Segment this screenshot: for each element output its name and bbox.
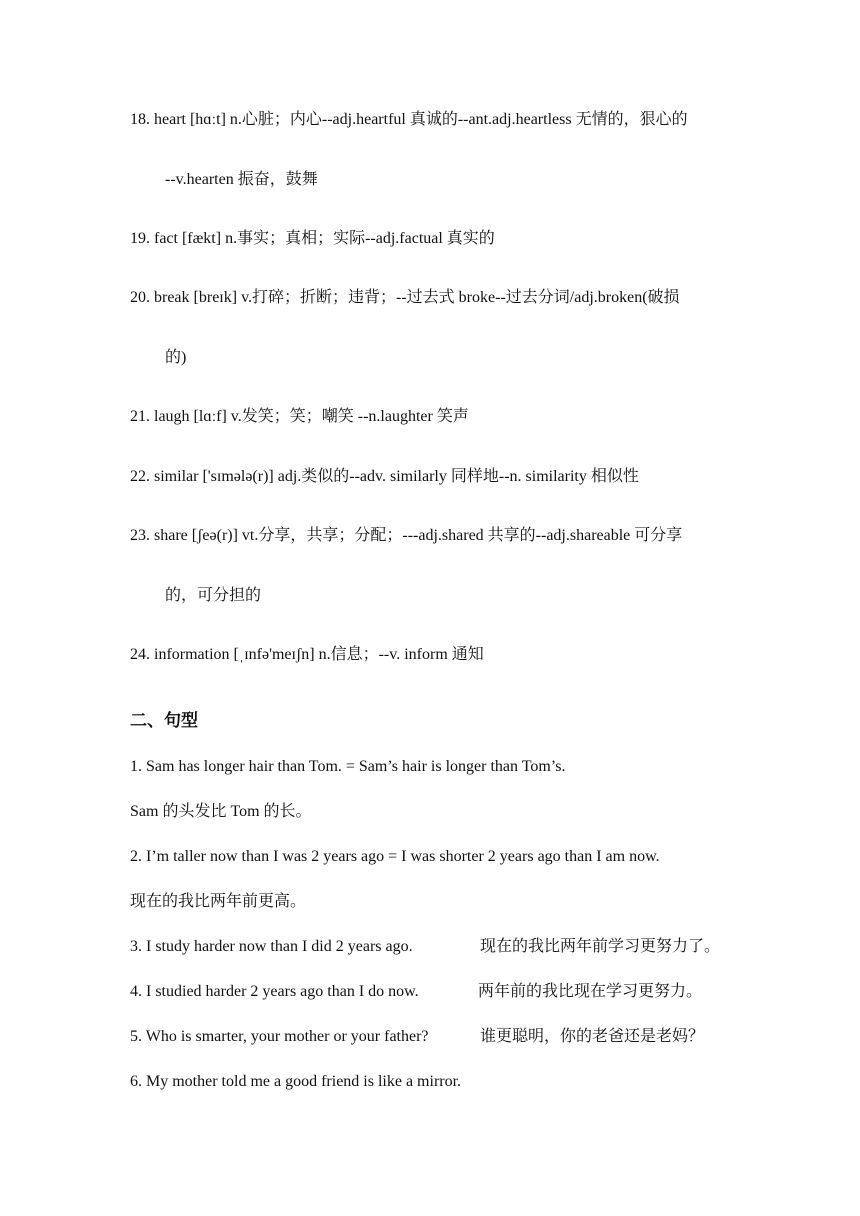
sentence-2-translation: 现在的我比两年前更高。 bbox=[130, 893, 307, 910]
sentence-5-translation: 谁更聪明，你的老爸还是老妈？ bbox=[480, 1028, 705, 1045]
vocab-entry-18: 18. heart [hɑːt] n.心脏；内心--adj.heartful 真诚的--ant.adj.heartless 无情的，狠心的 bbox=[130, 111, 688, 128]
sentence-1: 1. Sam has longer hair than Tom. = Sam’s hair is longer than Tom’s. bbox=[130, 758, 566, 775]
vocab-entry-20-continued: 的) bbox=[165, 349, 187, 366]
vocab-entry-23-continued: 的，可分担的 bbox=[165, 587, 262, 604]
vocab-entry-22: 22. similar ['sɪmələ(r)] adj.类似的--adv. similarly 同样地--n. similarity 相似性 bbox=[130, 468, 639, 485]
sentence-3: 3. I study harder now than I did 2 years ago. bbox=[130, 938, 413, 955]
vocab-entry-20: 20. break [breɪk] v.打碎；折断；违背；--过去式 broke--过去分词/adj.broken(破损 bbox=[130, 289, 680, 306]
vocab-entry-21: 21. laugh [lɑːf] v.发笑；笑；嘲笑 --n.laughter 笑声 bbox=[130, 408, 469, 425]
sentence-3-translation: 现在的我比两年前学习更努力了。 bbox=[480, 938, 721, 955]
sentence-4-translation: 两年前的我比现在学习更努力。 bbox=[478, 983, 703, 1000]
vocab-entry-23: 23. share [ʃeə(r)] vt.分享，共享；分配；---adj.shared 共享的--adj.shareable 可分享 bbox=[130, 527, 683, 544]
sentence-6: 6. My mother told me a good friend is like a mirror. bbox=[130, 1073, 462, 1090]
vocab-entry-18-continued: --v.hearten 振奋，鼓舞 bbox=[165, 171, 318, 188]
vocab-entry-24: 24. information [ˌɪnfə'meɪʃn] n.信息；--v. inform 通知 bbox=[130, 646, 484, 663]
sentence-1-translation: Sam 的头发比 Tom 的长。 bbox=[130, 803, 312, 820]
sentence-5: 5. Who is smarter, your mother or your father? bbox=[130, 1028, 429, 1045]
sentence-4: 4. I studied harder 2 years ago than I do now. bbox=[130, 983, 419, 1000]
sentence-2: 2. I’m taller now than I was 2 years ago = I was shorter 2 years ago than I am now. bbox=[130, 848, 660, 865]
section-heading: 二、句型 bbox=[130, 711, 198, 731]
vocab-entry-19: 19. fact [fækt] n.事实；真相；实际--adj.factual 真实的 bbox=[130, 230, 495, 247]
